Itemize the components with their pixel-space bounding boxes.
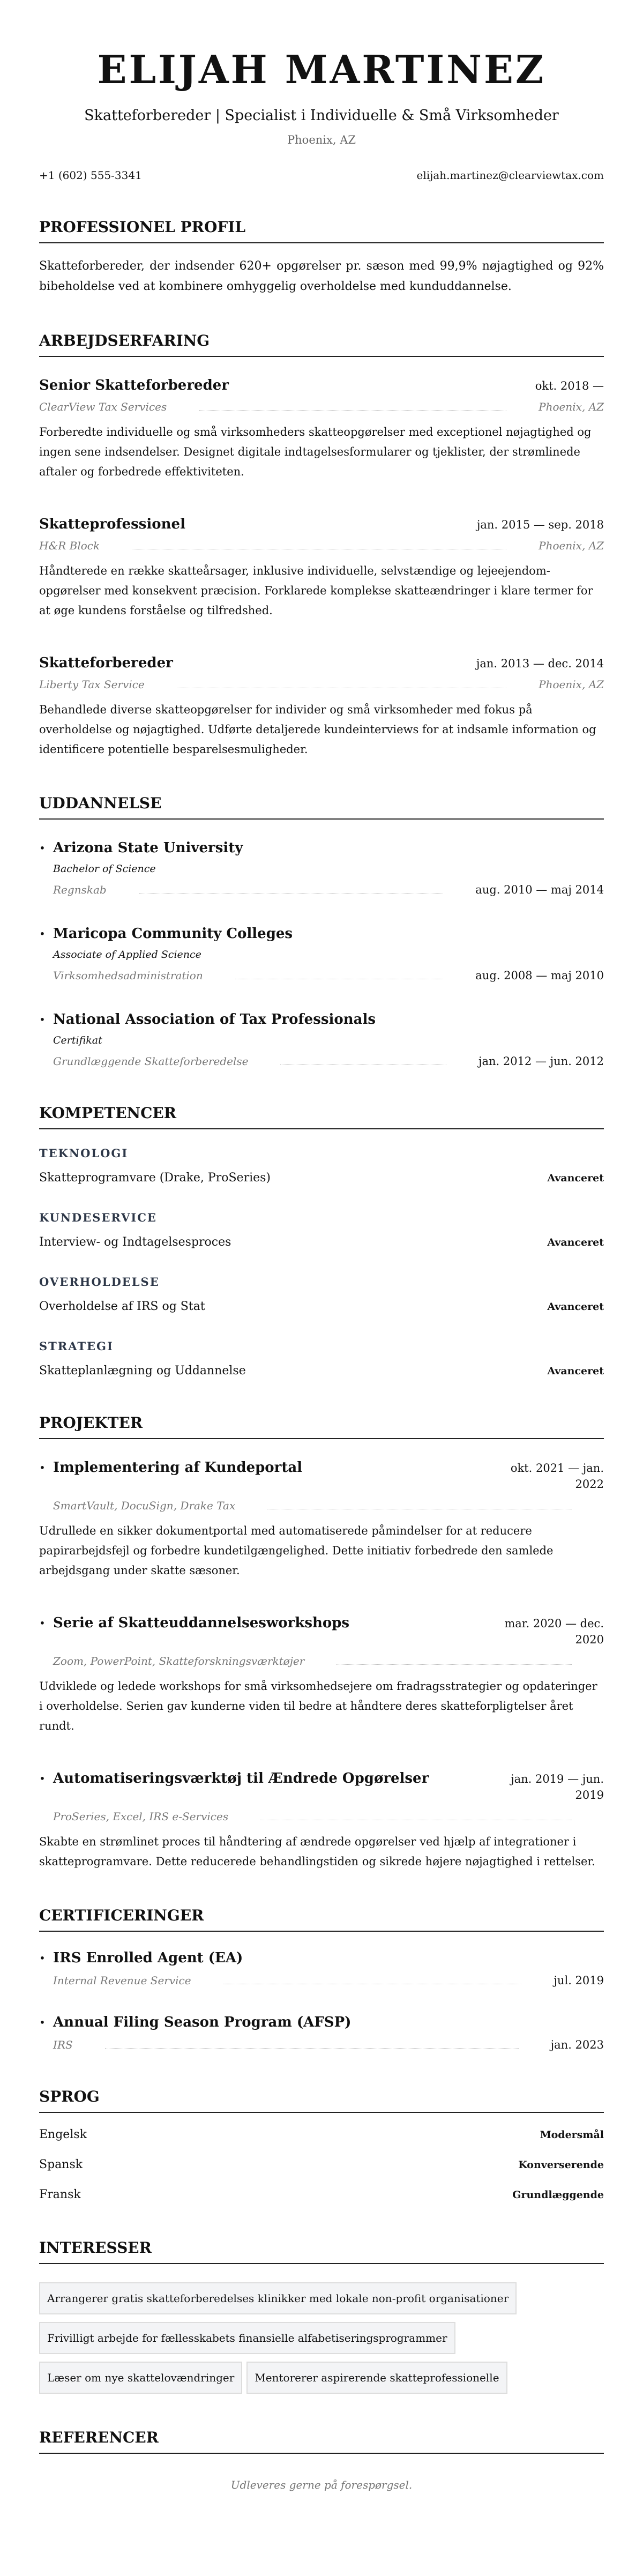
certification-issuer: IRS: [53, 2038, 73, 2051]
project-entry: [39, 1769, 604, 1872]
contact-row: [39, 167, 604, 183]
field-of-study: Grundlæggende Skatteforberedelse: [53, 1055, 249, 1068]
skills-list: [39, 1145, 604, 1379]
certification-date: jul. 2019: [554, 1974, 604, 1987]
project-dates: jan. 2019 — jun. 2019: [511, 1773, 604, 1801]
job-title: Skatteprofessionel: [39, 516, 185, 532]
project-tools-row: [39, 1808, 604, 1825]
certification-name: Annual Filing Season Program (AFSP): [53, 2014, 352, 2030]
skill-category: KUNDESERVICE: [39, 1211, 157, 1224]
field-row: [53, 882, 604, 898]
education-dates: jan. 2012 — jun. 2012: [478, 1055, 604, 1068]
language-name: Fransk: [39, 2188, 81, 2201]
leader-line: [280, 1064, 446, 1065]
bullet-icon: •: [39, 1772, 46, 1785]
job-dates: okt. 2018 —: [535, 379, 604, 392]
language-level: Modersmål: [540, 2129, 604, 2141]
phone-number[interactable]: +1 (602) 555-3341: [39, 169, 142, 182]
email-address[interactable]: elijah.martinez@clearviewtax.com: [416, 169, 604, 182]
bullet-icon: •: [39, 1952, 46, 1964]
skill-level: Avanceret: [547, 1365, 604, 1377]
section-title: SPROG: [39, 2087, 604, 2113]
leader-line: [337, 1664, 572, 1665]
leader-line: [105, 2048, 519, 2049]
candidate-subtitle: Skatteforbereder | Specialist i Individuelle & Små Virksomheder: [84, 107, 559, 124]
entry-subheader: [39, 676, 604, 693]
job-title: Senior Skatteforbereder: [39, 377, 229, 393]
projects-section: [39, 1413, 604, 1872]
project-dates: mar. 2020 — dec. 2020: [504, 1617, 604, 1646]
interest-tag: Mentorerer aspirerende skatteprofessionelle: [246, 2362, 507, 2394]
language-row: [39, 2186, 604, 2204]
job-location: Phoenix, AZ: [539, 400, 604, 413]
section-title: INTERESSER: [39, 2238, 604, 2264]
languages-list: [39, 2126, 604, 2204]
bullet-icon: •: [39, 1461, 46, 1474]
field-row: [53, 967, 604, 984]
project-dates: okt. 2021 — jan. 2022: [510, 1462, 604, 1491]
education-section: [39, 794, 604, 1069]
job-location: Phoenix, AZ: [539, 539, 604, 552]
degree-name: Associate of Applied Science: [53, 949, 201, 961]
resume-header: [39, 47, 604, 183]
entry-subheader: [39, 538, 604, 554]
bullet-icon: •: [39, 1617, 46, 1629]
experience-entry: [39, 654, 604, 760]
skill-name: Overholdelse af IRS og Stat: [39, 1300, 205, 1313]
certifications-section: [39, 1906, 604, 2053]
education-dates: aug. 2008 — maj 2010: [475, 969, 604, 982]
experience-list: [39, 376, 604, 760]
skills-section: [39, 1104, 604, 1379]
project-entry: [39, 1614, 604, 1736]
job-description: Håndterede en række skatteårsager, inklusive individuelle, selvstændige og lejeejendom-opgørelser med konsekvent præcision. Forklarede komplekse skatteændringer i klare termer for at øge kundens forståelse og tilfredshed.: [39, 564, 593, 617]
company-name: ClearView Tax Services: [39, 400, 167, 413]
skill-group: [39, 1210, 604, 1250]
entry-header: [39, 376, 604, 394]
skill-group: [39, 1338, 604, 1379]
skill-group: [39, 1274, 604, 1315]
experience-entry: [39, 376, 604, 482]
institution-name: Arizona State University: [53, 840, 243, 856]
certifications-list: [39, 1949, 604, 2053]
section-title: PROJEKTER: [39, 1413, 604, 1439]
candidate-location: Phoenix, AZ: [287, 133, 356, 146]
references-section: [39, 2428, 604, 2491]
skill-row: [39, 1234, 604, 1250]
bullet-icon: •: [39, 842, 46, 854]
job-description: Forberedte individuelle og små virksomheders skatteopgørelser med exceptionel nøjagtighed og ingen sene indsendelser. Designet digitale indtagelsesformularer og tjeklister, der strømlinede aftaler og forbedrede effektiviteten.: [39, 426, 592, 478]
language-level: Konverserende: [518, 2159, 604, 2171]
certification-issuer-row: [53, 1972, 604, 1989]
project-description: Skabte en strømlinet proces til håndtering af ændrede opgørelser ved hjælp af integrationer i skatteprogramvare. Dette reducerede behandlingstiden og sikrede højere nøjagtighed i rettelser.: [39, 1835, 595, 1868]
company-name: Liberty Tax Service: [39, 678, 145, 691]
section-title: KOMPETENCER: [39, 1104, 604, 1129]
certification-name: IRS Enrolled Agent (EA): [53, 1950, 243, 1966]
company-name: H&R Block: [39, 539, 100, 552]
interest-tag: Frivilligt arbejde for fællesskabets finansielle alfabetiseringsprogrammer: [39, 2322, 455, 2354]
section-title: REFERENCER: [39, 2428, 604, 2454]
degree-name: Bachelor of Science: [53, 863, 156, 875]
education-entry: [39, 925, 604, 984]
languages-section: [39, 2087, 604, 2204]
language-row: [39, 2126, 604, 2144]
section-title: UDDANNELSE: [39, 794, 604, 820]
project-tools: Zoom, PowerPoint, Skatteforskningsværktøjer: [53, 1655, 305, 1667]
skill-level: Avanceret: [547, 1301, 604, 1313]
section-title: PROFESSIONEL PROFIL: [39, 218, 604, 243]
bullet-icon: •: [39, 927, 46, 940]
certification-issuer-row: [53, 2037, 604, 2053]
job-description: Behandlede diverse skatteopgørelser for individer og små virksomheder med fokus på overholdelse og nøjagtighed. Udførte detaljerede kundeinterviews for at indsamle information og identificere potentielle besparelsesmuligheder.: [39, 703, 596, 756]
field-of-study: Regnskab: [53, 883, 107, 896]
interests-list: [39, 2282, 575, 2394]
skill-row: [39, 1363, 604, 1379]
references-text: Udleveres gerne på forespørgsel.: [230, 2478, 413, 2491]
language-name: Engelsk: [39, 2128, 87, 2141]
job-dates: jan. 2015 — sep. 2018: [476, 518, 604, 531]
skill-name: Skatteplanlægning og Uddannelse: [39, 1364, 246, 1378]
project-description: Udviklede og ledede workshops for små virksomhedsejere om fradragsstrategier og opdateringer i overholdelse. Serien gav kunderne viden til bedre at håndtere deres skatteforpligtelser året rundt.: [39, 1680, 597, 1732]
skill-level: Avanceret: [547, 1172, 604, 1184]
job-dates: jan. 2013 — dec. 2014: [476, 657, 604, 670]
certification-date: jan. 2023: [550, 2038, 604, 2051]
experience-section: [39, 331, 604, 760]
language-row: [39, 2156, 604, 2174]
project-header: [39, 1614, 604, 1648]
skill-category: TEKNOLOGI: [39, 1146, 129, 1160]
candidate-name: ELIJAH MARTINEZ: [97, 47, 546, 92]
certification-issuer: Internal Revenue Service: [53, 1974, 191, 1987]
skill-group: [39, 1145, 604, 1186]
degree-name: Certifikat: [53, 1034, 102, 1046]
leader-line: [199, 410, 506, 411]
bullet-icon: •: [39, 2016, 46, 2029]
institution-name: Maricopa Community Colleges: [53, 926, 293, 942]
section-title: CERTIFICERINGER: [39, 1906, 604, 1932]
project-header: [39, 1458, 604, 1492]
education-dates: aug. 2010 — maj 2014: [475, 883, 604, 896]
skill-category: STRATEGI: [39, 1339, 114, 1353]
field-of-study: Virksomhedsadministration: [53, 969, 203, 982]
skill-level: Avanceret: [547, 1237, 604, 1248]
entry-header: [39, 654, 604, 672]
job-title: Skatteforbereder: [39, 655, 173, 671]
projects-list: [39, 1458, 604, 1872]
skill-name: Skatteprogramvare (Drake, ProSeries): [39, 1171, 271, 1185]
interest-tag: Arrangerer gratis skatteforberedelses klinikker med lokale non-profit organisationer: [39, 2282, 517, 2314]
project-description: Udrullede en sikker dokumentportal med automatiserede påmindelser for at reducere papirarbejdsfejl og forbedre kundetilgængelighed. Dette initiativ forbedrede den samlede arbejdsgang under skatte sæsoner.: [39, 1524, 554, 1577]
interests-section: [39, 2238, 604, 2394]
entry-subheader: [39, 399, 604, 415]
leader-line: [139, 893, 444, 894]
language-name: Spansk: [39, 2158, 83, 2171]
skill-category: OVERHOLDELSE: [39, 1275, 160, 1289]
language-level: Grundlæggende: [512, 2189, 604, 2201]
bullet-icon: •: [39, 1013, 46, 1026]
education-entry: [39, 1010, 604, 1069]
skill-row: [39, 1299, 604, 1315]
field-row: [53, 1053, 604, 1069]
certification-entry: [39, 1949, 604, 1989]
job-location: Phoenix, AZ: [539, 678, 604, 691]
project-name: Automatiseringsværktøj til Ændrede Opgørelser: [53, 1770, 429, 1786]
entry-header: [39, 515, 604, 533]
skill-row: [39, 1170, 604, 1186]
institution-name: National Association of Tax Professionals: [53, 1011, 376, 1028]
project-tools: ProSeries, Excel, IRS e-Services: [53, 1810, 229, 1823]
education-entry: [39, 839, 604, 898]
education-list: [39, 839, 604, 1069]
project-name: Serie af Skatteuddannelsesworkshops: [53, 1615, 350, 1631]
certification-entry: [39, 2013, 604, 2053]
project-tools: SmartVault, DocuSign, Drake Tax: [53, 1499, 236, 1512]
project-name: Implementering af Kundeportal: [53, 1460, 303, 1476]
skill-name: Interview- og Indtagelsesproces: [39, 1235, 231, 1249]
interest-tag: Læser om nye skattelovændringer: [39, 2362, 242, 2394]
profile-text: Skatteforbereder, der indsender 620+ opgørelser pr. sæson med 99,9% nøjagtighed og 92% bibeholdelse ved at kombinere omhyggelig overholdelse med kunduddannelse.: [39, 259, 604, 293]
project-entry: [39, 1458, 604, 1581]
project-header: [39, 1769, 604, 1803]
section-title: ARBEJDSERFARING: [39, 331, 604, 357]
project-tools-row: [39, 1653, 604, 1669]
project-tools-row: [39, 1498, 604, 1514]
experience-entry: [39, 515, 604, 621]
profile-section: [39, 218, 604, 297]
